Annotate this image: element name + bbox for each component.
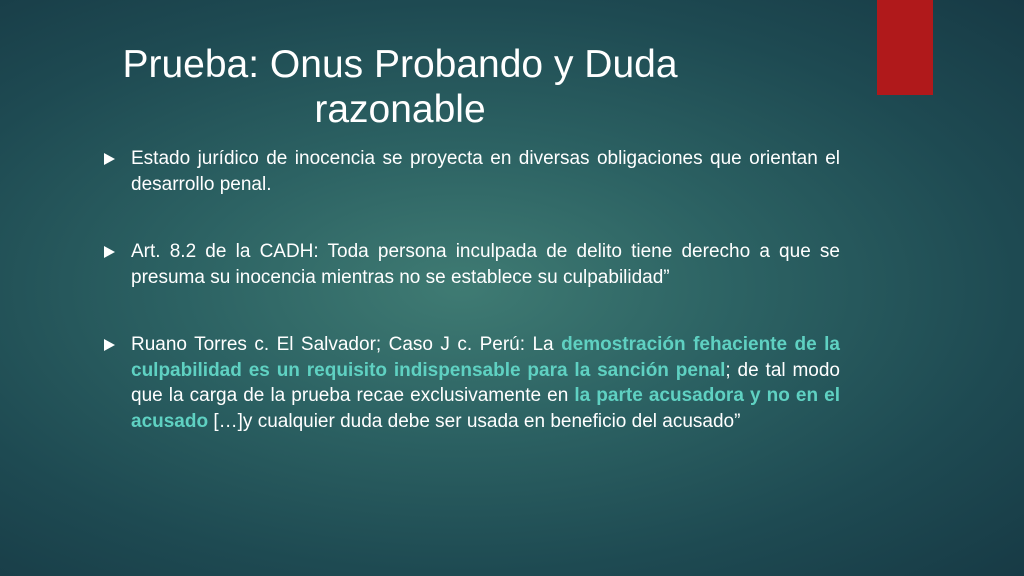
bullet-item-2 <box>100 239 840 290</box>
bullet-item-3 <box>100 332 840 434</box>
highlighted-text-2: la parte acusadora y no en el acusado <box>131 385 840 432</box>
title-line-1: Prueba: Onus Probando y Duda <box>122 43 678 86</box>
title-line-2: razonable <box>314 88 486 131</box>
triangle-bullet-icon <box>104 246 115 258</box>
triangle-bullet-icon <box>104 339 115 351</box>
bullet-item-1 <box>100 146 840 197</box>
bullet-text: Estado jurídico de inocencia se proyecta en diversas obligaciones que orientan el desarrollo penal. <box>131 148 840 195</box>
bullet-text: Art. 8.2 de la CADH: Toda persona inculpada de delito tiene derecho a que se presuma su inocencia mientras no se establece su culpabilidad” <box>131 241 840 288</box>
triangle-bullet-icon <box>104 153 115 165</box>
bullet-text-part-2: ; de tal modo que la carga de la prueba recae exclusivamente en <box>131 359 840 406</box>
bullet-text-part-1: Ruano Torres c. El Salvador; Caso J c. Perú: La <box>131 334 562 355</box>
bullet-text-part-3: […]y cualquier duda debe ser usada en beneficio del acusado” <box>208 410 741 432</box>
bullet-list <box>100 146 840 434</box>
slide-title <box>100 42 700 132</box>
accent-bar <box>877 0 933 95</box>
highlighted-text-1: demostración fehaciente de la culpabilidad es un requisito indispensable para la sanción penal <box>131 334 840 381</box>
